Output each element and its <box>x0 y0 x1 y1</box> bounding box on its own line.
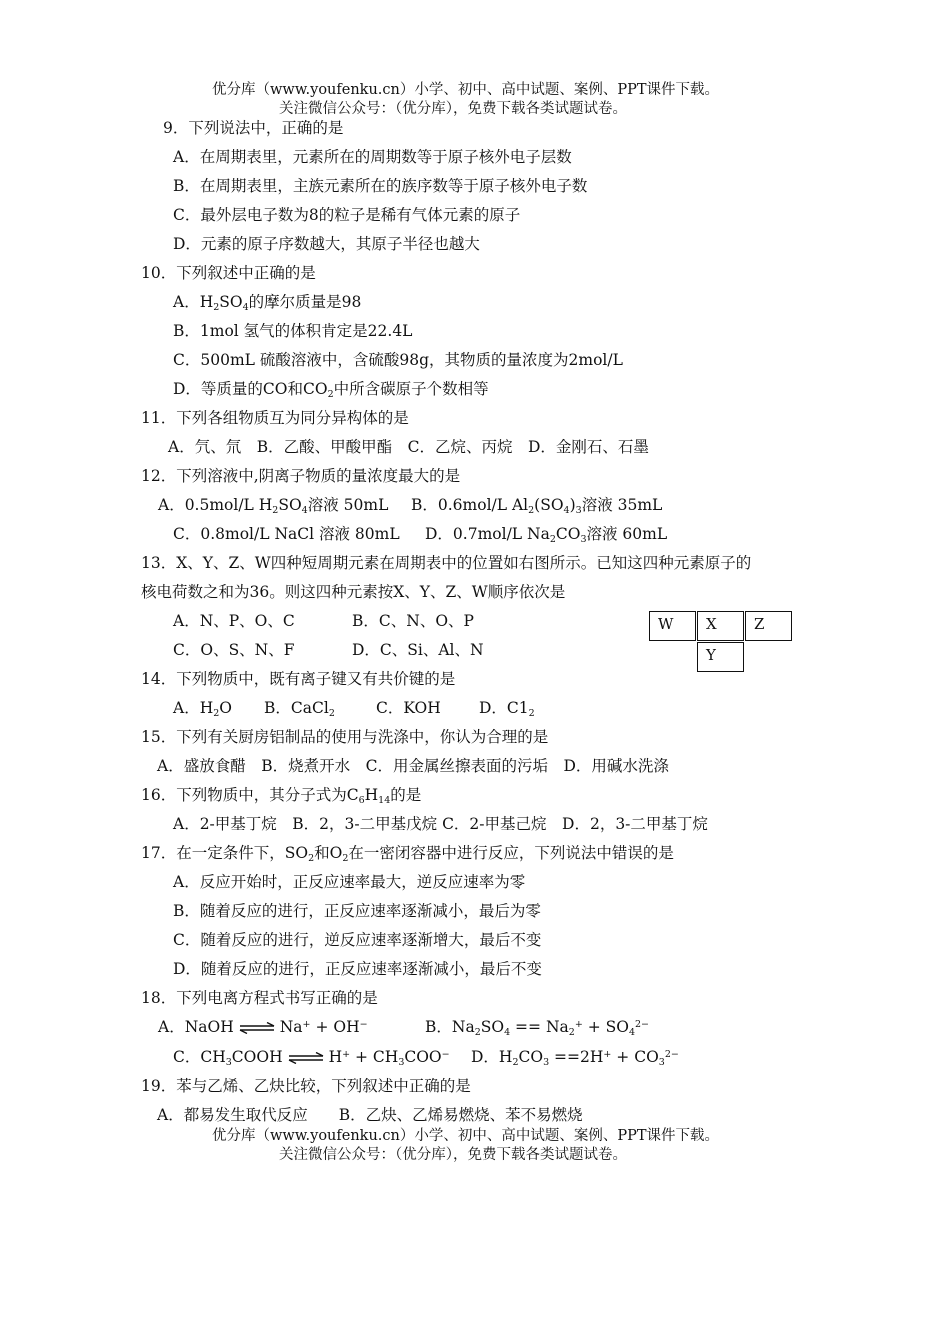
option-c: C．最外层电子数为8的粒子是稀有气体元素的原子 <box>173 206 521 224</box>
equilibrium-arrow-icon <box>239 1022 275 1034</box>
option-b: B．在周期表里，主族元素所在的族序数等于原子核外电子数 <box>173 177 588 195</box>
option-d: D．$H_2CO_3 ==2H^+ + CO_3^{2-}$ <box>471 1048 679 1068</box>
question-stem: 14．下列物质中，既有离子键又有共价键的是 <box>141 670 456 688</box>
option-d: D．等质量的CO和$CO_2$中所含碳原子个数相等 <box>173 380 489 400</box>
option-a: A．NaOH Na+ + OH− <box>158 1018 368 1036</box>
option-b: B．C、N、O、P <box>352 612 474 630</box>
question-stem: 15．下列有关厨房铝制品的使用与洗涤中，你认为合理的是 <box>141 728 549 746</box>
page-header-line1: 优分库（www.youfenku.cn）小学、初中、高中试题、案例、PPT课件下载。 <box>212 82 720 98</box>
question-stem: 9．下列说法中，正确的是 <box>163 119 344 137</box>
options-row: A．盛放食醋 B．烧煮开水 C．用金属丝擦表面的污垢 D．用碱水洗涤 <box>157 757 669 775</box>
table-cell-w: W <box>649 611 696 641</box>
option-c: C．KOH <box>376 699 441 717</box>
option-c: C．$CH_3COOH$ $H^+ + CH_3COO^-$ <box>173 1048 450 1068</box>
option-c: C．0.8mol/L NaCl 溶液 80mL <box>173 525 400 543</box>
option-b: B．1mol 氢气的体积肯定是22.4L <box>173 322 413 340</box>
page-footer-line1: 优分库（www.youfenku.cn）小学、初中、高中试题、案例、PPT课件下载。 <box>212 1128 720 1144</box>
option-c: C．500mL 硫酸溶液中，含硫酸98g，其物质的量浓度为2mol/L <box>173 351 623 369</box>
option-a: A．在周期表里，元素所在的周期数等于原子核外电子层数 <box>173 148 572 166</box>
question-stem: 16．下列物质中，其分子式为$C_6H_{14}$的是 <box>141 786 422 806</box>
question-stem: 17．在一定条件下，$SO_2$和$O_2$在一密闭容器中进行反应，下列说法中错误的是 <box>141 844 674 864</box>
question-stem: 18．下列电离方程式书写正确的是 <box>141 989 378 1007</box>
table-cell-x: X <box>697 611 744 641</box>
option-d: D．0.7mol/L $Na_2CO_3$溶液 60mL <box>425 525 668 545</box>
table-cell-z: Z <box>745 611 792 641</box>
option-d: D．元素的原子序数越大，其原子半径也越大 <box>173 235 480 253</box>
option-b: B．0.6mol/L $Al_2(SO_4)_3$溶液 35mL <box>411 496 663 516</box>
option-a: A．0.5mol/L $H_2SO_4$溶液 50mL <box>158 496 389 516</box>
option-b: B．CaCl$_2$ <box>264 699 335 719</box>
option-a: A．反应开始时，正反应速率最大，逆反应速率为零 <box>173 873 526 891</box>
option-c: C．随着反应的进行，逆反应速率逐渐增大，最后不变 <box>173 931 542 949</box>
question-stem: 12．下列溶液中,阴离子物质的量浓度最大的是 <box>141 467 461 485</box>
option-b: B．$Na_2SO_4 == Na_2^+ + SO_4^{2-}$ <box>425 1018 650 1038</box>
question-stem: 13．X、Y、Z、W四种短周期元素在周期表中的位置如右图所示。已知这四种元素原子的 <box>141 554 752 572</box>
question-stem: 11．下列各组物质互为同分异构体的是 <box>141 409 409 427</box>
option-d: D．$C1_2$ <box>479 699 535 719</box>
page-header-line2: 关注微信公众号：（优分库），免费下载各类试题试卷。 <box>279 101 627 117</box>
option-d: D．随着反应的进行，正反应速率逐渐减小，最后不变 <box>173 960 542 978</box>
question-stem-continued: 核电荷数之和为36。则这四种元素按X、Y、Z、W顺序依次是 <box>141 583 566 601</box>
table-cell-y: Y <box>697 642 744 672</box>
options-row: A．2-甲基丁烷 B．2，3-二甲基戊烷 C．2-甲基己烷 D．2，3-二甲基丁烷 <box>173 815 708 833</box>
option-a: A．$H_2O$ <box>173 699 232 719</box>
equilibrium-arrow-icon <box>288 1052 324 1064</box>
option-b: B．随着反应的进行，正反应速率逐渐减小，最后为零 <box>173 902 541 920</box>
question-stem: 10．下列叙述中正确的是 <box>141 264 316 282</box>
option-a: A．N、P、O、C <box>173 612 295 630</box>
question-stem: 19．苯与乙烯、乙炔比较，下列叙述中正确的是 <box>141 1077 471 1095</box>
options-row: A．氕、氘 B．乙酸、甲酸甲酯 C．乙烷、丙烷 D．金刚石、石墨 <box>168 438 649 456</box>
option-c: C．O、S、N、F <box>173 641 295 659</box>
option-a: A．$H_2SO_4$的摩尔质量是98 <box>173 293 362 313</box>
page-footer-line2: 关注微信公众号：（优分库），免费下载各类试题试卷。 <box>279 1147 627 1163</box>
option-d: D．C、Si、Al、N <box>352 641 484 659</box>
options-row: A．都易发生取代反应 B．乙炔、乙烯易燃烧、苯不易燃烧 <box>157 1106 583 1124</box>
